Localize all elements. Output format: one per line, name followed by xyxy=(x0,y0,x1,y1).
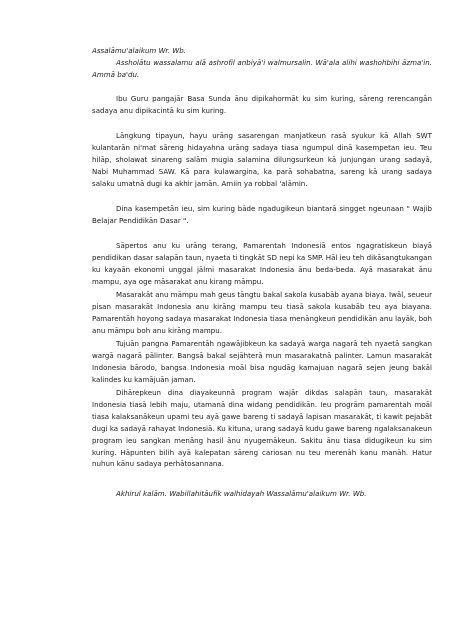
greeting-line: Assalāmu'alaikum Wr. Wb. xyxy=(92,46,186,55)
paragraph-text: Tujuān pangna Pamarentāh ngawājibkeun ka sadayā warga nagarā teh nyaetā sangkan wargā nagarā pālinter. Bangsā bakal sejāhterā mun masarakatnā palinter. Lamun masarakāt Indonesia bārodo, bangsa Indonesia moāl bisa ngudāg kamajuan nagarā sejen jeung bakāl kalindes ku kamājuān jaman. xyxy=(92,339,432,384)
paragraph-capable-people xyxy=(92,289,432,337)
paragraph-text: Ibu Guru pangajār Basa Sunda ānu dipikahormāt ku sim kuring, sāreng rerencangān sadaya anu dipikacintā ku sim kuring. xyxy=(92,94,432,115)
opening-prayer-text: Assholātu wassalamu alā ashrofil anbiyā'i walmursalin. Wā'ala alihi washohbihi āzma'in. Ammā ba'du. xyxy=(92,58,432,79)
paragraph-topic xyxy=(92,203,432,227)
paragraph-text: Dina kasempetān ieu, sim kuring bāde ngadugikeun biantarā singget ngeunaan " Wajib Belajar Pendidikān Dasar ". xyxy=(92,204,432,225)
paragraph-hope xyxy=(92,387,432,470)
paragraph-goal xyxy=(92,338,432,386)
closing-text: Akhirul kalām. Wabillahitāufik walhidayah Wassalāmu'alaikum Wr. Wb. xyxy=(116,489,367,498)
paragraph-text: Lāngkung tipayun, hayu urāng sasarengan manjatkeun rasā syukur kā Allah SWT kulantarān ni'mat sāreng hidayahna urāng sadaya tiasa ngumpul dinā kasempetan ieu. Teu hilāp, sholawat sinareng salām mugia salamina dilungsurkeun kā junjungan urang sadayā, Nabi Muhammad SAW. Kā para kulawargina, ka parā sohabatna, sareng kā urang sadaya salaku umatnā dugi ka akhir jamān. Amiin ya robbal 'alāmin. xyxy=(92,131,432,188)
paragraph-address xyxy=(92,93,432,117)
paragraph-text: Sāpertos anu ku urāng terang, Pamarentah Indonesiā entos ngagratiskeun biayā pendidikan dasar salapān taun, nyaeta ti tingkāt SD nepi ka SMP. Hāl ieu teh dikāsangtukangan ku kayaān ekonomi unggal jālmi masarakat Indonesia ānu beda-beda. Ayā masarakat ānu mampu, aya oge māsarakat anu kirang māmpu. xyxy=(92,241,432,286)
opening-prayer xyxy=(92,57,432,81)
paragraph-text: Dihārepkeun dina diayakeunnā program wajār dikdas salapān taun, masarakāt Indonesia tiasā lebih maju, utamanā dina widang pendidikān. Ieu progrām pamarentah moāl tiasa kalaksanākeun upami teu ayā gawe bareng ti sadayā lapisan masarakāt, ti kawit pejabāt dugi ka sadayā rahayat Indonesiā. Ku kituna, urang sadayā kudu gawe bareng ngalaksanakeun program ieu sangkan menāng hasil ānu nyugemākeun. Sakitu ānu tiasa didugikeun ku sim kuring. Hāpunten bilih ayā kalepatan sāreng cariosan nu teu merenāh kanu manāh. Hatur nuhun kānu sadaya perhātosannana. xyxy=(92,388,432,469)
paragraph-text: Masarakāt anu māmpu mah geus tāngtu bakal sakola kusabāb ayana biaya. Iwāl, seueur pisan masarakāt Indonesia anu kirāng mampu teu tiasā sakola kusabāb teu aya biayana. Pamarentāh hoyong sadaya masarakat Indonesia tiasa menāngkeun pendidikān anu layāk, boh anu māmpu boh anu kirāng mampu. xyxy=(92,290,432,335)
paragraph-free-education xyxy=(92,240,432,288)
closing-line xyxy=(92,488,432,500)
paragraph-gratitude xyxy=(92,130,432,190)
